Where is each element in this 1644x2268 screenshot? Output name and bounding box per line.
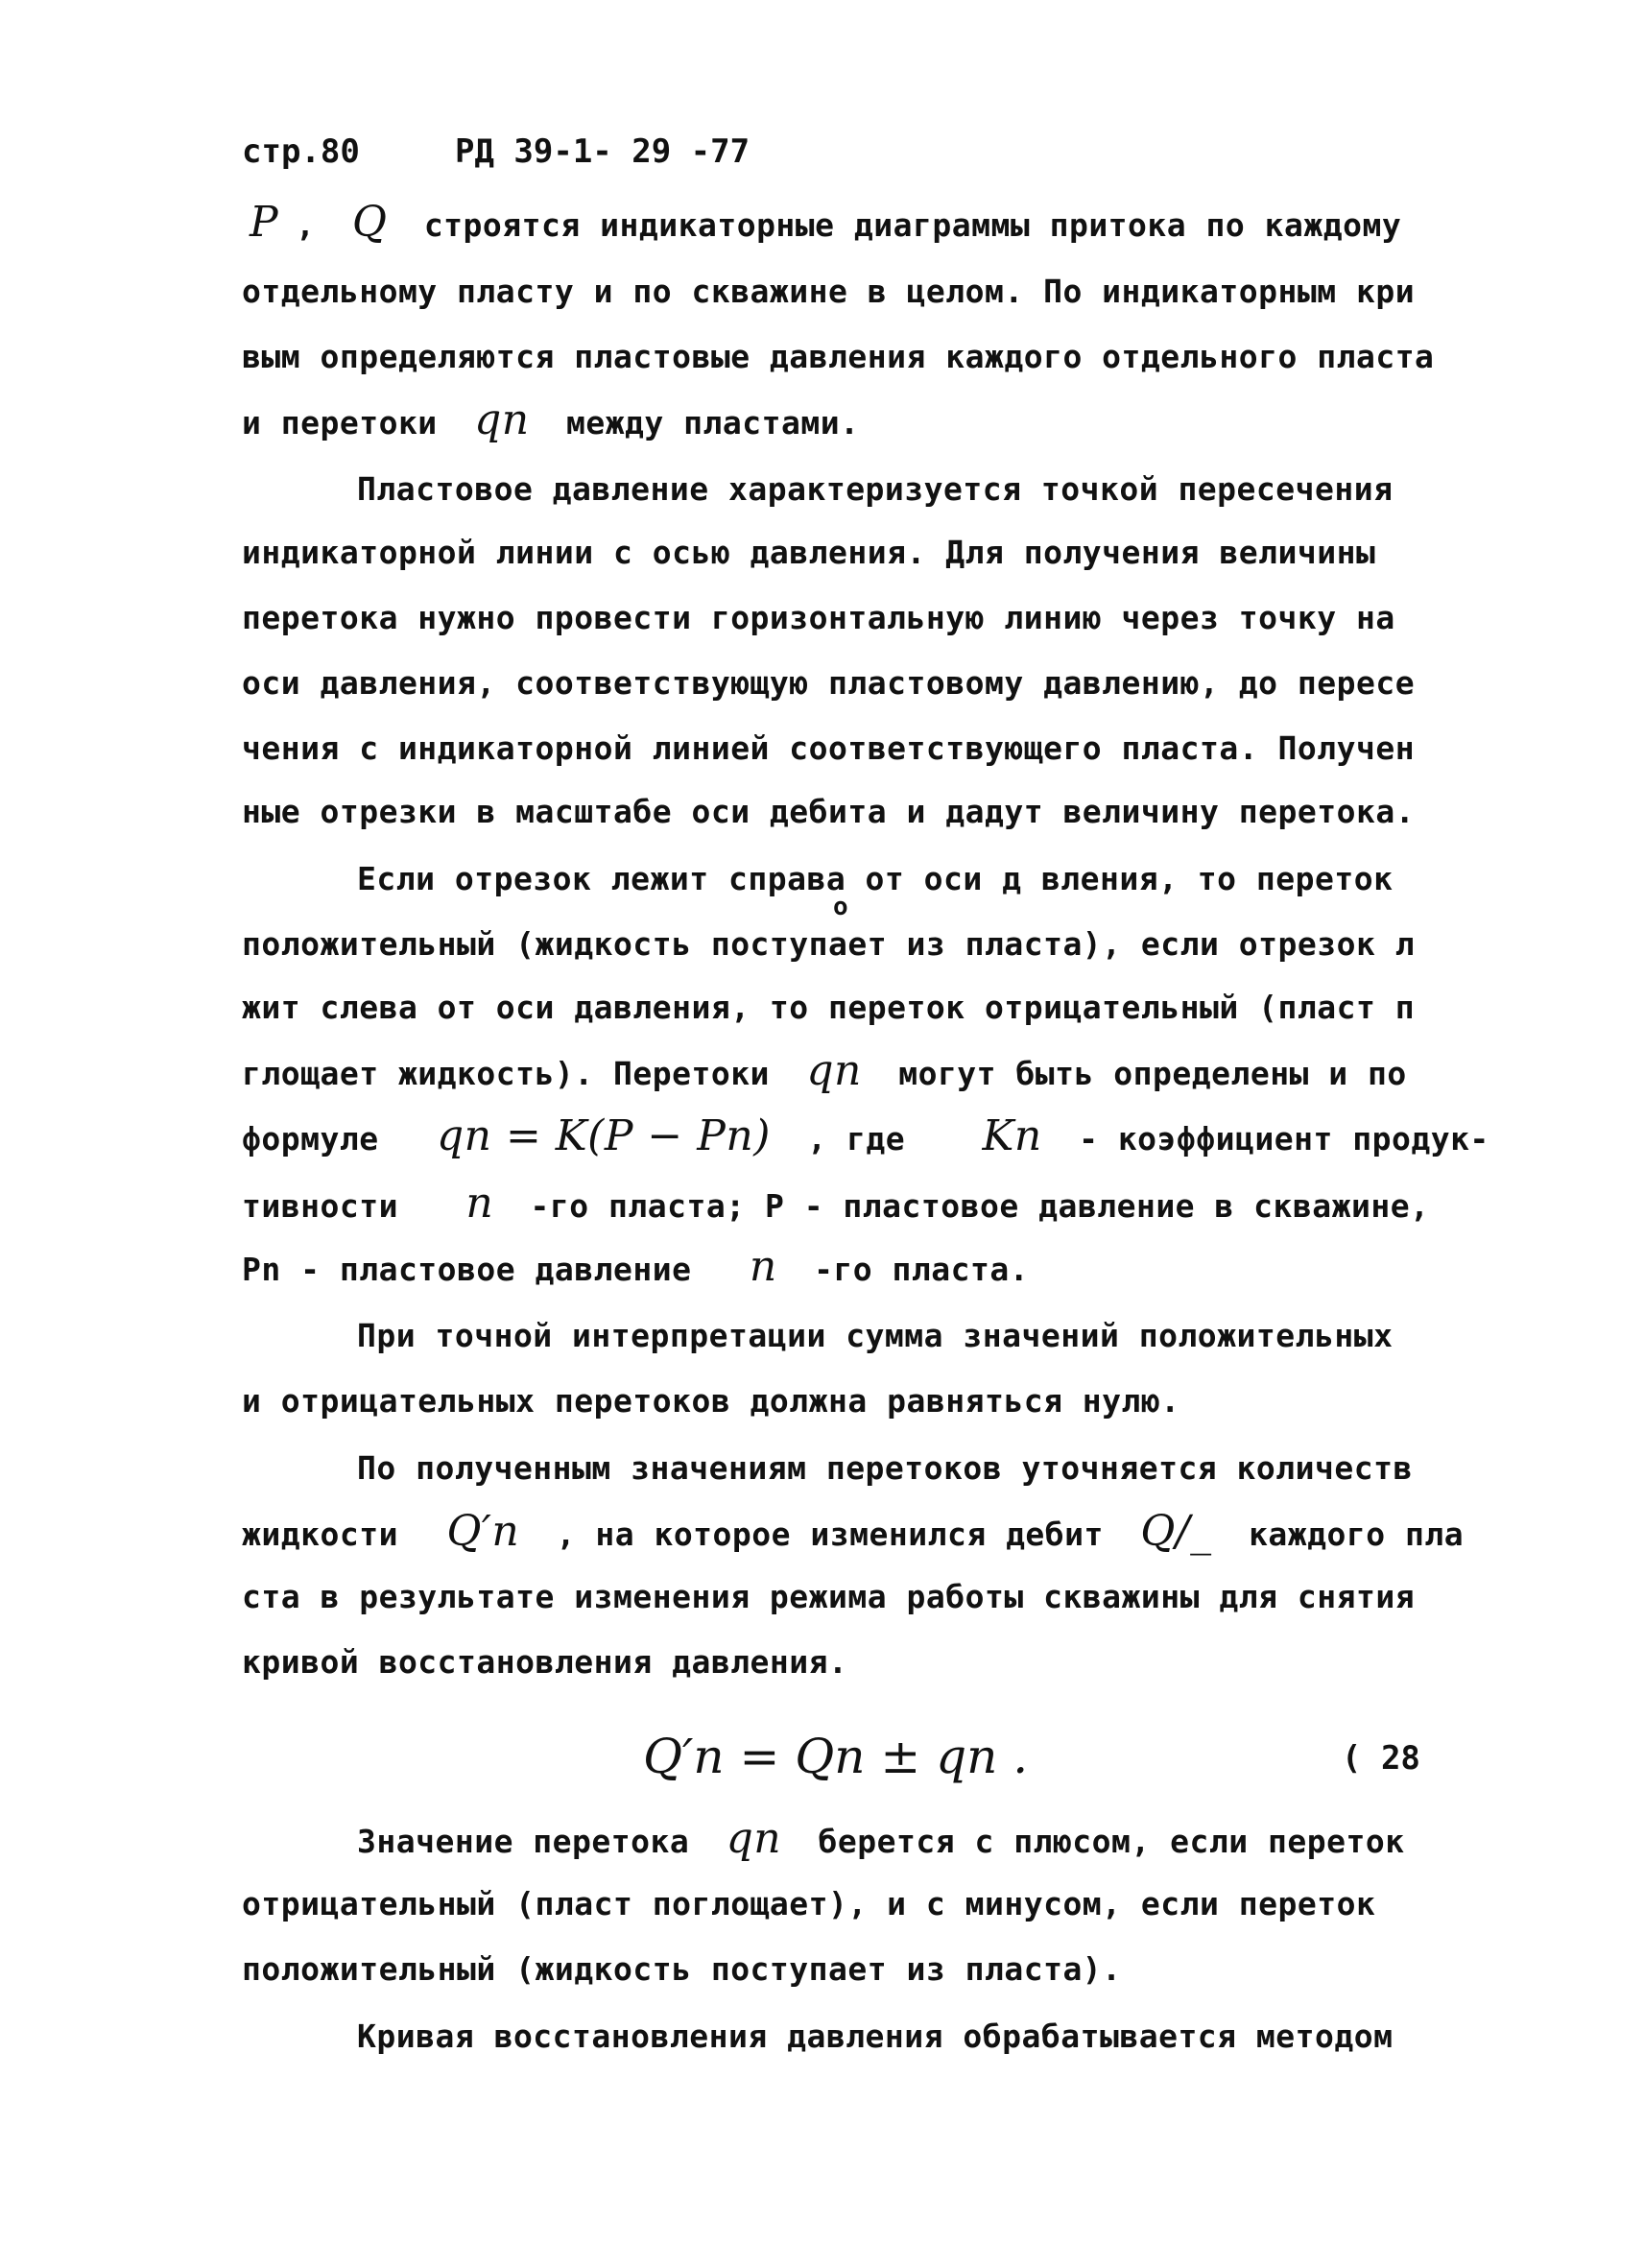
- text-line: чения с индикаторной линией соответствующего пласта. Получен: [242, 729, 1416, 767]
- equation-number: ( 28: [1342, 1739, 1420, 1778]
- text-span: и перетоки: [242, 404, 438, 442]
- text-span: между пластами.: [565, 404, 860, 442]
- formula-n: n: [465, 1179, 494, 1228]
- text-line: [242, 1046, 1432, 1095]
- text-line: При точной интерпретации сумма значений положительных: [357, 1317, 1394, 1354]
- text-line: Пластовое давление характеризуется точкой пересечения: [357, 470, 1394, 508]
- text-line: Если отрезок лежит справа от оси д вления, то переток: [357, 860, 1394, 897]
- formula-p: P: [250, 198, 279, 247]
- formula-n: n: [749, 1242, 777, 1291]
- text-line: P , Q строятся индикаторные диаграммы притока по каждому: [250, 198, 1402, 247]
- text-line: [242, 1242, 1432, 1291]
- formula-q-l: Q/_: [1140, 1507, 1212, 1556]
- formula-qn-prime: Q′n: [446, 1507, 520, 1556]
- text-line: ные отрезки в масштабе оси дебита и дадут величину перетока.: [242, 793, 1416, 830]
- text-span: формуле: [242, 1120, 379, 1158]
- text-line: положительный (жидкость поступает из пласта), если отрезок л: [242, 925, 1416, 963]
- text-span: тивности: [242, 1187, 398, 1225]
- text-line: ста в результате изменения режима работы скважины для снятия: [242, 1578, 1416, 1615]
- text-line: [242, 1507, 1465, 1556]
- text-span: строятся индикаторные диаграммы притока по каждому: [423, 206, 1402, 244]
- formula-kn: Kn: [982, 1111, 1042, 1160]
- text-line: Кривая восстановления давления обрабатывается методом: [357, 2017, 1394, 2055]
- text-span: , на которое изменился дебит: [556, 1516, 1104, 1553]
- formula-qn-definition: qn = K(P − Pn): [436, 1111, 771, 1160]
- text-line: перетока нужно провести горизонтальную линию через точку на: [242, 599, 1395, 636]
- text-span: , где: [807, 1120, 906, 1158]
- equation-28: Q′n = Qn ± qn .: [643, 1729, 1029, 1784]
- text-span: берется с плюсом, если переток: [818, 1823, 1405, 1860]
- text-span: - коэффициент продук-: [1079, 1120, 1489, 1158]
- text-line: индикаторной линии с осью давления. Для получения величины: [242, 534, 1376, 571]
- text-span: -го пласта; P - пластовое давление в скважине,: [530, 1187, 1430, 1225]
- page-number: стр.80: [242, 132, 360, 171]
- superscript-o: о: [833, 893, 848, 921]
- text-span: -го пласта.: [814, 1251, 1030, 1288]
- formula-qn: qn: [726, 1814, 782, 1863]
- text-line: отдельному пласту и по скважине в целом. По индикаторным кри: [242, 273, 1416, 310]
- text-line: [242, 1179, 1432, 1228]
- text-line: вым определяются пластовые давления каждого отдельного пласта: [242, 338, 1435, 375]
- text-span: Pn - пластовое давление: [242, 1251, 692, 1288]
- text-line: [242, 1111, 1489, 1160]
- formula-qn: qn: [806, 1046, 862, 1095]
- text-line: жит слева от оси давления, то переток отрицательный (пласт п: [242, 989, 1416, 1026]
- text-span: Значение перетока: [357, 1823, 690, 1860]
- text-line: отрицательный (пласт поглощает), и с минусом, если переток: [242, 1885, 1376, 1922]
- text-line: оси давления, соответствующую пластовому давлению, до пересе: [242, 664, 1416, 702]
- text-span: каждого пла: [1249, 1516, 1465, 1553]
- text-line: По полученным значениям перетоков уточняется количеств: [357, 1449, 1413, 1487]
- text-span: глощает жидкость). Перетоки: [242, 1055, 770, 1092]
- formula-qn: qn: [474, 395, 530, 444]
- text-line: кривой восстановления давления.: [242, 1643, 848, 1681]
- text-line: [357, 1814, 1547, 1863]
- text-line: и отрицательных перетоков должна равняться нулю.: [242, 1382, 1180, 1420]
- formula-q: Q: [351, 198, 388, 247]
- text-span: жидкости: [242, 1516, 398, 1553]
- text-line: [242, 395, 1432, 444]
- document-code: РД 39-1- 29 -77: [455, 132, 751, 171]
- text-span: могут быть определены и по: [898, 1055, 1407, 1092]
- text-line: положительный (жидкость поступает из пласта).: [242, 1950, 1122, 1988]
